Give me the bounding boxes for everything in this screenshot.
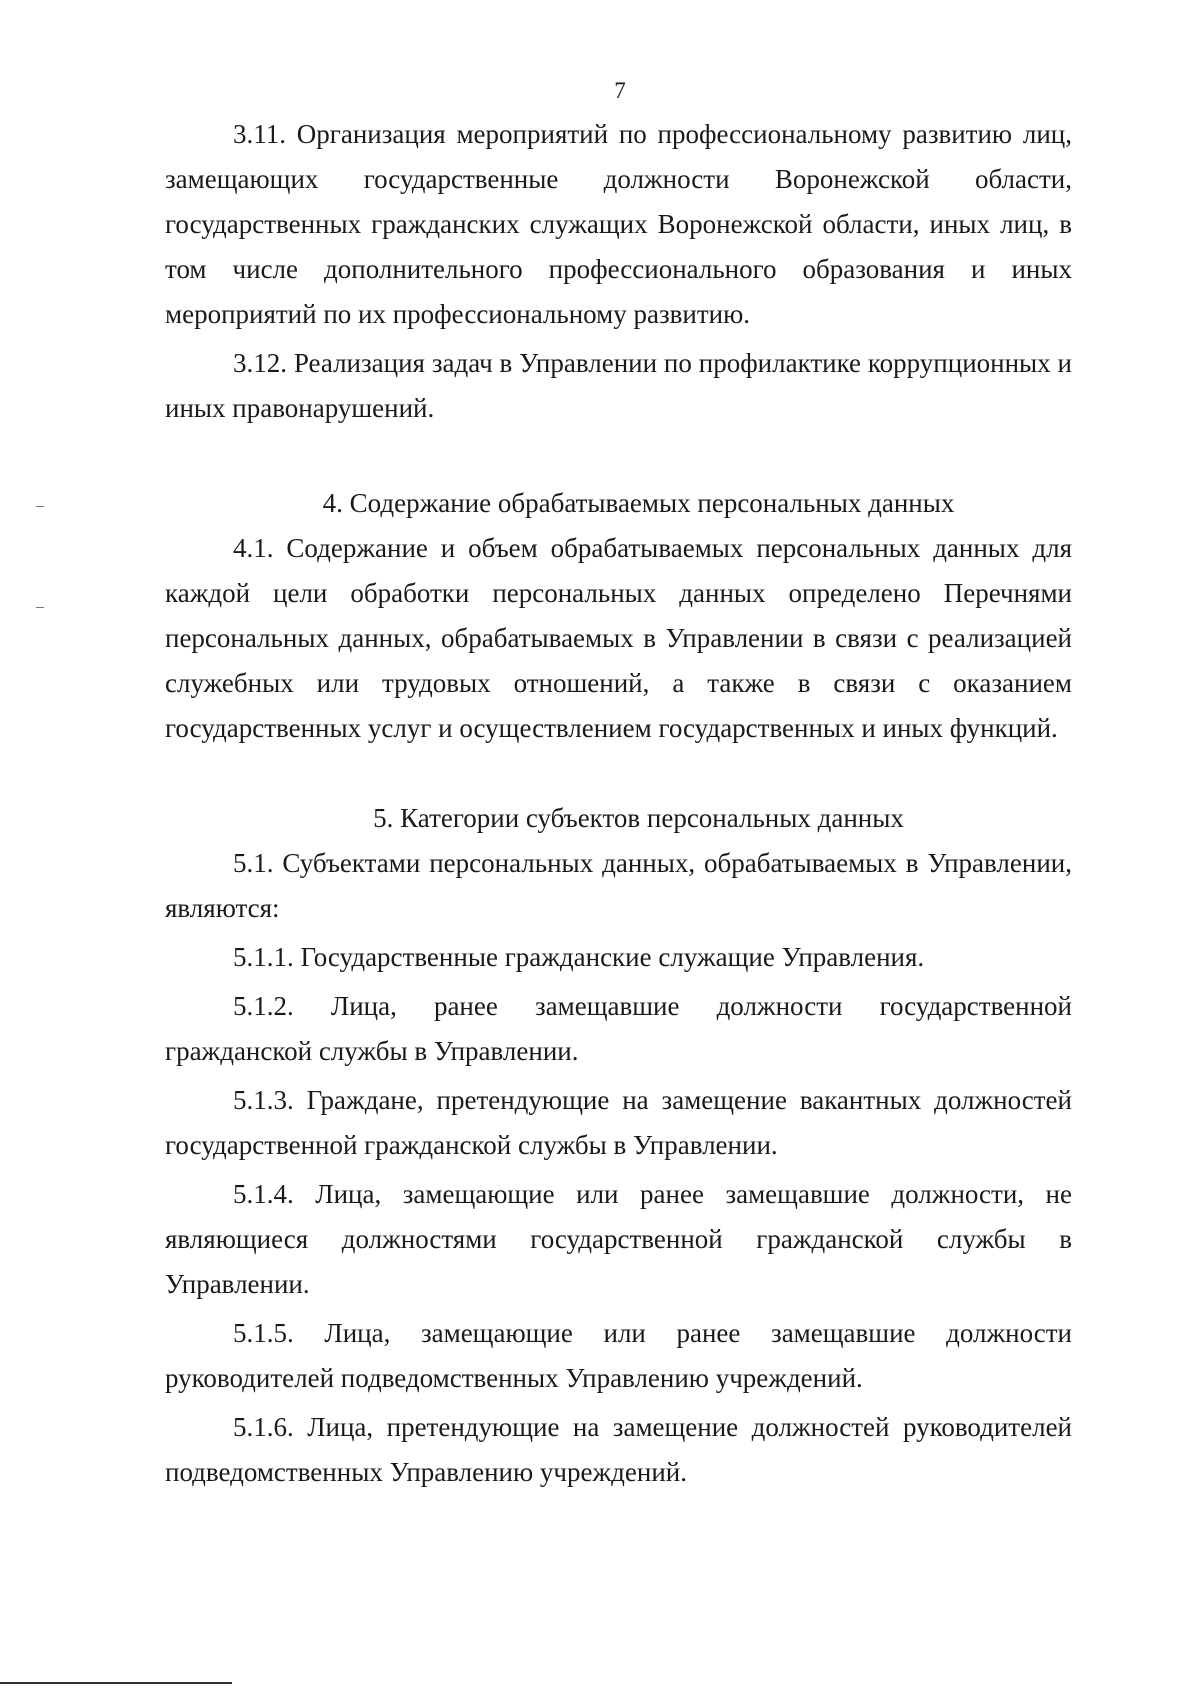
paragraph-5-1-5: 5.1.5. Лица, замещающие или ранее замещавшие должности руководителей подведомственных Управлению учреждений. (165, 1318, 1072, 1393)
paragraph-5-1-4: 5.1.4. Лица, замещающие или ранее замещавшие должности, не являющиеся должностями государственной гражданской службы в Управлении. (165, 1179, 1072, 1299)
scan-mark-top (36, 506, 44, 507)
section-4-heading: 4. Содержание обрабатываемых персональных данных (322, 488, 955, 518)
section-5-heading: 5. Категории субъектов персональных данных (373, 803, 904, 833)
paragraph-5-1-2: 5.1.2. Лица, ранее замещавшие должности государственной гражданской службы в Управлении. (165, 991, 1072, 1066)
paragraph-5-1-1: 5.1.1. Государственные гражданские служащие Управления. (233, 942, 925, 972)
scan-mark-bottom (36, 607, 44, 608)
section-gap (165, 431, 1072, 481)
paragraph-5-1: 5.1. Субъектами персональных данных, обрабатываемых в Управлении, являются: (165, 848, 1072, 923)
paragraph-3-11: 3.11. Организация мероприятий по профессиональному развитию лиц, замещающих государственные должности Воронежской области, государственных гражданских служащих Воронежской области, иных лиц, в том числе дополнительного профессионального образования и иных мероприятий по их профессиональному развитию. (165, 119, 1072, 329)
paragraph-4-1: 4.1. Содержание и объем обрабатываемых персональных данных для каждой цели обработки персональных данных определено Перечнями персональных данных, обрабатываемых в Управлении в связи с реализацией служебных или трудовых отношений, а также в связи с оказанием государственных услуг и осуществлением государственных и иных функций. (165, 533, 1072, 743)
footer-rule (0, 1682, 232, 1684)
paragraph-5-1-3: 5.1.3. Граждане, претендующие на замещение вакантных должностей государственной гражданской службы в Управлении. (165, 1085, 1072, 1160)
paragraph-5-1-6: 5.1.6. Лица, претендующие на замещение должностей руководителей подведомственных Управлению учреждений. (165, 1412, 1072, 1487)
document-body (165, 112, 1072, 1495)
paragraph-3-12: 3.12. Реализация задач в Управлении по профилактике коррупционных и иных правонарушений. (165, 348, 1072, 423)
section-gap (165, 751, 1072, 796)
page-number: 7 (614, 78, 626, 103)
